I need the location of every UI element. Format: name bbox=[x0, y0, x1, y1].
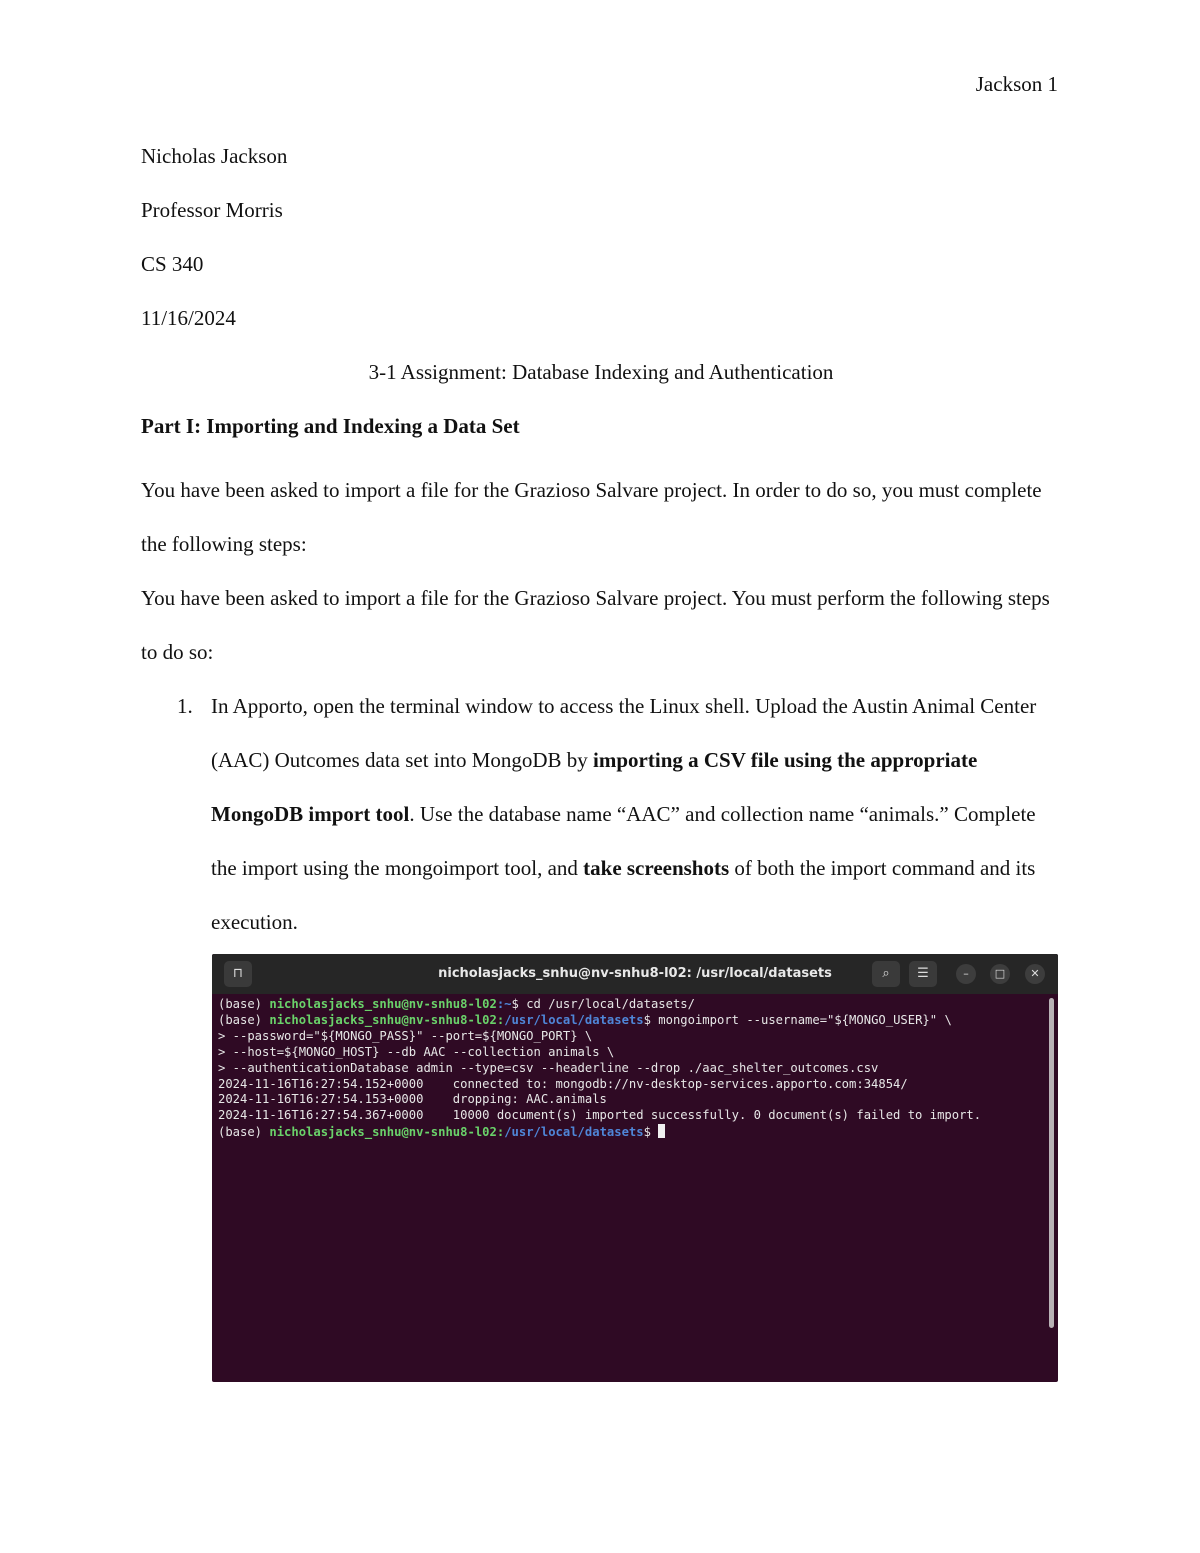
terminal-titlebar bbox=[212, 954, 1058, 994]
terminal-screenshot bbox=[212, 954, 1058, 1382]
list-item-bold-b: take screenshots bbox=[583, 856, 730, 880]
paragraph-2 bbox=[141, 571, 1061, 679]
document-date: 11/16/2024 bbox=[141, 306, 236, 330]
minimize-icon[interactable]: – bbox=[956, 964, 976, 984]
prompt-prefix: (base) bbox=[218, 997, 270, 1011]
prompt-user: nicholasjacks_snhu@nv-snhu8-l02 bbox=[269, 997, 497, 1011]
terminal-scrollbar[interactable] bbox=[1049, 998, 1054, 1328]
search-icon[interactable]: ⌕ bbox=[872, 961, 900, 987]
course-code: CS 340 bbox=[141, 252, 204, 276]
prompt-colon: : bbox=[496, 1125, 505, 1140]
terminal-line: 2024-11-16T16:27:54.367+0000 10000 document(s) imported successfully. 0 document(s) failed to import. bbox=[218, 1108, 982, 1123]
prompt-user: nicholasjacks_snhu@nv-snhu8-l02 bbox=[269, 1125, 497, 1140]
page-number: Jackson 1 bbox=[975, 72, 1058, 96]
prompt-prefix: (base) bbox=[218, 1125, 270, 1140]
hamburger-menu-icon[interactable]: ☰ bbox=[909, 961, 937, 987]
terminal-line: > --password="${MONGO_PASS}" --port=${MONGO_PORT} \ bbox=[218, 1028, 593, 1043]
terminal-line bbox=[218, 1124, 1052, 1141]
terminal-line: > --authenticationDatabase admin --type=csv --headerline --drop ./aac_shelter_outcomes.csv bbox=[218, 1060, 879, 1075]
terminal-line bbox=[218, 1013, 1052, 1029]
command-text: $ bbox=[643, 1125, 659, 1140]
student-name: Nicholas Jackson bbox=[141, 144, 288, 168]
command-text: $ cd /usr/local/datasets/ bbox=[511, 997, 695, 1011]
prompt-path: :~ bbox=[496, 997, 512, 1011]
terminal-new-tab-icon[interactable]: ⊓ bbox=[224, 961, 252, 987]
list-item-number: 1. bbox=[177, 694, 193, 718]
terminal-output bbox=[212, 994, 1058, 1144]
close-icon[interactable]: ✕ bbox=[1025, 964, 1045, 984]
document-title: 3-1 Assignment: Database Indexing and Authentication bbox=[368, 360, 834, 384]
instructions-list bbox=[141, 679, 1061, 949]
professor-name: Professor Morris bbox=[141, 198, 283, 222]
list-item-text-b: . Use the database name “AAC” and collection name “animals.” Complete the import using the mongoimport tool, and bbox=[211, 802, 1036, 880]
terminal-line: > --host=${MONGO_HOST} --db AAC --collection animals \ bbox=[218, 1044, 615, 1059]
paragraph-1 bbox=[141, 463, 1061, 571]
prompt-user: nicholasjacks_snhu@nv-snhu8-l02 bbox=[269, 1012, 497, 1027]
maximize-icon[interactable]: □ bbox=[990, 964, 1010, 984]
list-item-text-c: of both the import command and its execution. bbox=[211, 856, 1036, 934]
list-item bbox=[141, 679, 1061, 949]
document-body bbox=[141, 139, 1061, 949]
prompt-path: /usr/local/datasets bbox=[504, 1012, 644, 1027]
prompt-prefix: (base) bbox=[218, 1012, 270, 1027]
paragraph-2-text: You have been asked to import a file for the Grazioso Salvare project. You must perform the following steps to do so: bbox=[141, 586, 1050, 664]
terminal-title: nicholasjacks_snhu@nv-snhu8-l02: /usr/local/datasets bbox=[438, 966, 832, 981]
paragraph-1-text: You have been asked to import a file for the Grazioso Salvare project. In order to do so, you must complete the following steps: bbox=[141, 478, 1042, 556]
terminal-line: 2024-11-16T16:27:54.152+0000 connected to: mongodb://nv-desktop-services.apporto.com:34854/ bbox=[218, 1076, 908, 1091]
terminal-cursor bbox=[658, 1124, 665, 1138]
list-item-text-a: In Apporto, open the terminal window to access the Linux shell. Upload the Austin Animal Center (AAC) Outcomes data set into MongoDB by bbox=[211, 694, 1037, 772]
terminal-line bbox=[218, 997, 1052, 1013]
terminal-line: 2024-11-16T16:27:54.153+0000 dropping: AAC.animals bbox=[218, 1092, 607, 1107]
prompt-path: /usr/local/datasets bbox=[504, 1125, 644, 1140]
command-text: $ mongoimport --username="${MONGO_USER}" \ bbox=[643, 1012, 952, 1027]
prompt-colon: : bbox=[496, 1012, 505, 1027]
section-heading: Part I: Importing and Indexing a Data Set bbox=[141, 414, 520, 438]
list-item-bold-a: importing a CSV file using the appropriate MongoDB import tool bbox=[211, 748, 978, 826]
